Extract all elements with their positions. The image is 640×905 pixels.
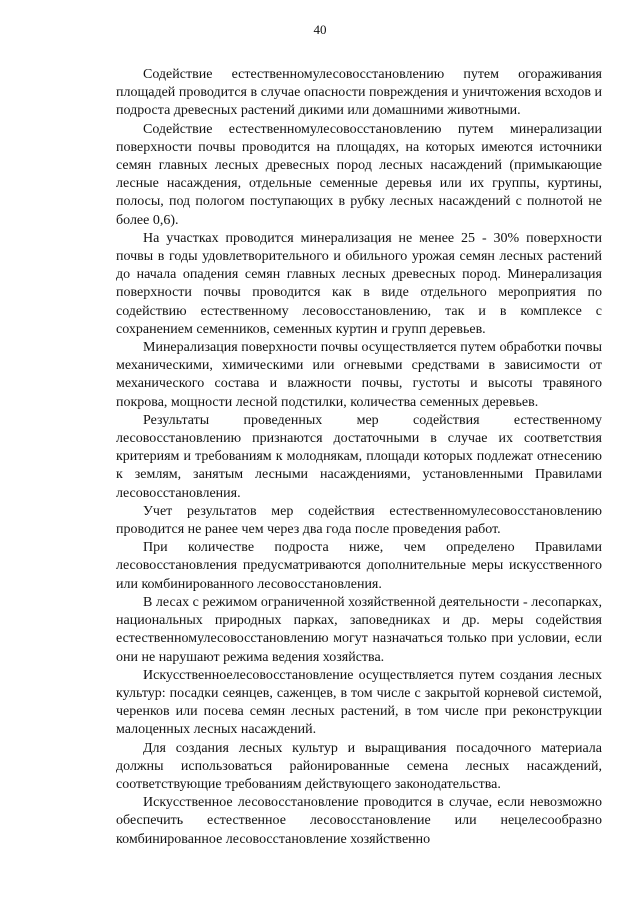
paragraph-mineralization-areas: Содействие естественномулесовосстановлению путем минерализации поверхности почвы проводится на площадях, на которых имеются источники семян главных лесных древесных пород лесных насаждений (примыкающие лесные насаждения, отдельные семенные деревья или их группы, куртины, полосы, под пологом поступающих в рубку лесных насаждений с полнотой не более 0,6). — [116, 121, 602, 228]
paragraph-results-criteria: Результаты проведенных мер содействия естественному лесовосстановлению признаются достаточными в случае их соответствия критериям и требованиям к молоднякам, площади которых подлежат отнесению к землям, занятым лесными насаждениями, установленными Правилами лесовосстановления. — [116, 412, 602, 501]
paragraph-fencing: Содействие естественномулесовосстановлению путем огораживания площадей проводится в случае опасности повреждения и уничтожения всходов и подроста древесных растений дикими или домашними животными. — [116, 67, 602, 119]
paragraph-restricted-forests: В лесах с режимом ограниченной хозяйственной деятельности - лесопарках, национальных природных парках, заповедниках и др. меры содействия естественномулесовосстановлению могут назначаться только при условии, если они не нарушают режима ведения хозяйства. — [116, 594, 602, 665]
paragraph-mineralization-share: На участках проводится минерализация не менее 25 - 30% поверхности почвы в годы удовлетворительного и обильного урожая семян лесных растений до начала опадения семян главных лесных древесных пород. Минерализация поверхности почвы проводится как в виде отдельного мероприятия по содействию естественному лесовосстановлению, так и в комплексе с сохранением семенников, семенных куртин и групп деревьев. — [116, 230, 602, 337]
paragraph-mineralization-methods: Минерализация поверхности почвы осуществляется путем обработки почвы механическими, химическими или огневыми средствами в зависимости от механического состава и влажности почвы, густоты и высоты травяного покрова, мощности лесной подстилки, количества семенных деревьев. — [116, 340, 602, 410]
paragraph-results-accounting: Учет результатов мер содействия естественномулесовосстановлению проводится не ранее чем через два года после проведения работ. — [116, 503, 602, 538]
paragraph-seed-requirements: Для создания лесных культур и выращивания посадочного материала должны использоваться районированные семена лесных насаждений, соответствующие требованиям действующего законодательства. — [116, 740, 602, 792]
paragraph-insufficient-undergrowth: При количестве подроста ниже, чем определено Правилами лесовосстановления предусматриваются дополнительные меры искусственного или комбинированного лесовосстановления. — [116, 540, 602, 592]
page-number: 40 — [313, 22, 327, 37]
paragraph-artificial-conditions: Искусственное лесовосстановление проводится в случае, если невозможно обеспечить естественное лесовосстановление или нецелесообразно комбинированное лесовосстановление хозяйственно — [116, 795, 602, 847]
body-text — [116, 66, 602, 849]
paragraph-artificial-reforestation: Искусственноелесовосстановление осуществляется путем создания лесных культур: посадки сеянцев, саженцев, в том числе с закрытой корневой системой, черенков или посева семян лесных растений, в том числе при реконструкции малоценных лесных насаждений. — [116, 667, 602, 738]
